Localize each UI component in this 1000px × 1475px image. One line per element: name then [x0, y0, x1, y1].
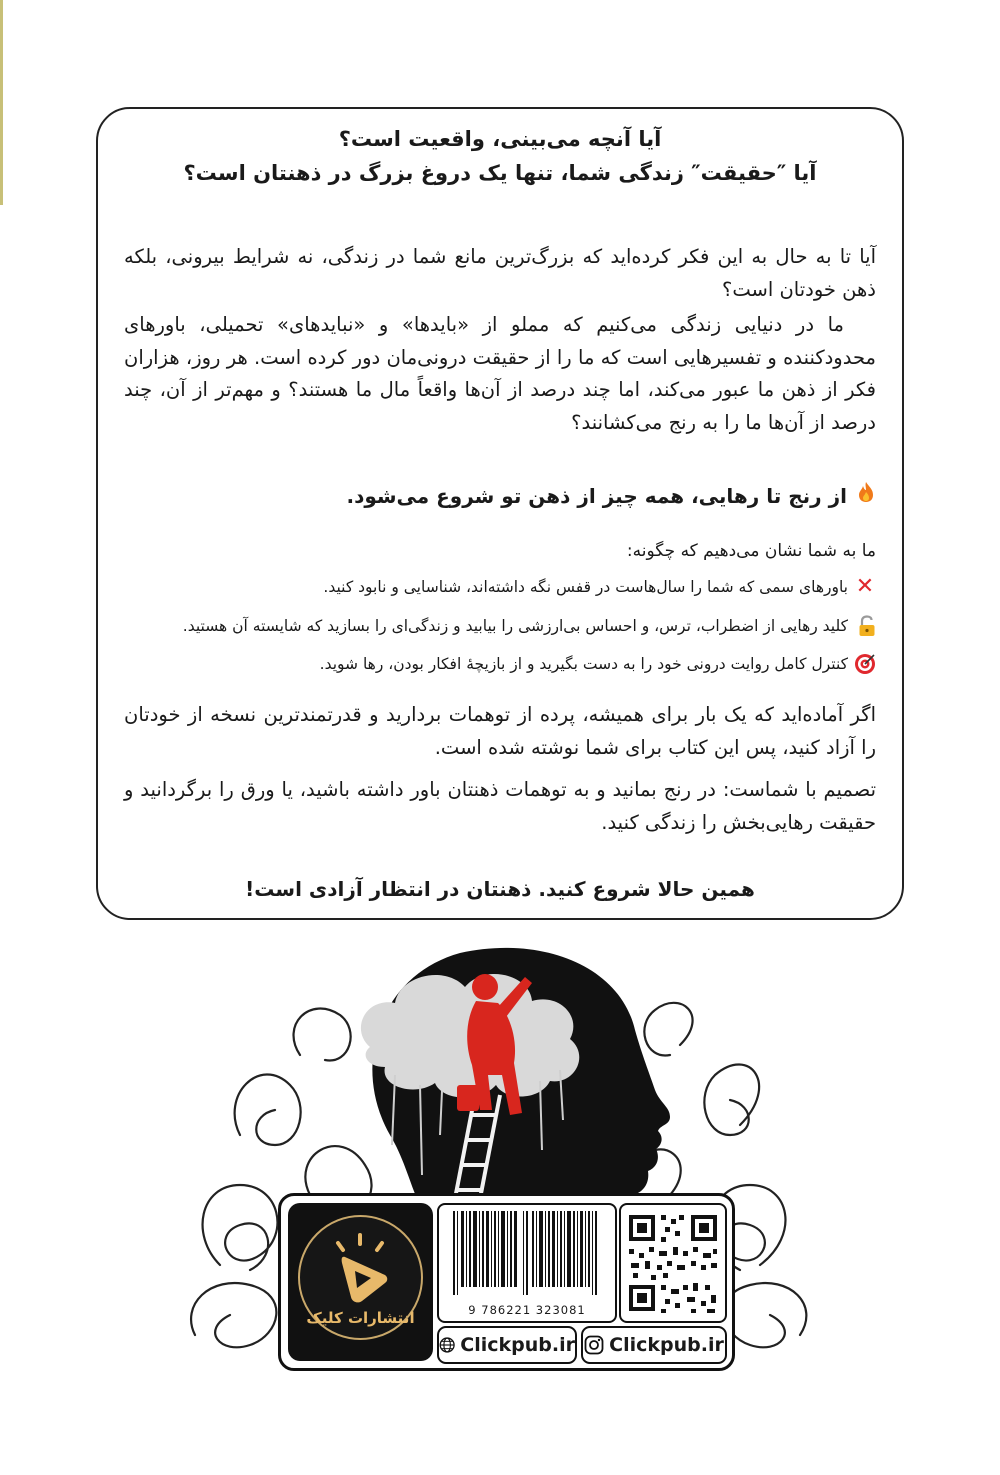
- back-cover-text-box: [96, 107, 904, 920]
- paragraph-world: ما در دنیایی زندگی می‌کنیم که مملو از «بایدها» و «نبایدهای» تحمیلی، باورهای محدودکننده و تفسیرهایی است که ما را از حقیقت درونی‌مان دور کرده است. هر روز، هزاران فکر از ذهن ما عبور می‌کند، اما چند درصد از آن‌ها واقعاً مال ما هستند؟ و مهم‌تر از آن، چند درصد از آن‌ها ما را به رنج می‌کشانند؟: [124, 313, 876, 434]
- paragraph-ready: اگر آماده‌اید که یک بار برای همیشه، پرده از توهمات بردارید و قدرتمندترین نسخه از خودتان را آزاد کنید، پس این کتاب برای شما نوشته شده است.: [124, 703, 876, 759]
- spine-edge-mark: [0, 0, 3, 205]
- bullet-text: باورهای سمی که شما را سال‌هاست در قفس نگه داشته‌اند، شناسایی و نابود کنید.: [323, 578, 848, 596]
- publisher-logo: [288, 1203, 433, 1361]
- globe-icon: [439, 1335, 455, 1355]
- closing-line: همین حالا شروع کنید. ذهنتان در انتظار آزادی است!: [245, 877, 755, 901]
- logo-circle: [298, 1215, 423, 1340]
- tagline-text: از رنج تا رهایی، همه چیز از ذهن تو شروع می‌شود.: [346, 484, 848, 508]
- bullets-intro: ما به شما نشان می‌دهیم که چگونه:: [626, 541, 876, 561]
- qr-code-icon: [621, 1205, 725, 1321]
- target-icon: [854, 653, 876, 675]
- instagram-link[interactable]: [581, 1326, 727, 1364]
- bullet-item: [124, 615, 876, 637]
- bullet-item: [124, 653, 876, 675]
- tagline: [124, 481, 876, 508]
- instagram-icon: [584, 1335, 604, 1355]
- isbn-barcode: [437, 1203, 617, 1323]
- paragraph-decision: تصمیم با شماست: در رنج بمانید و به توهمات ذهنتان باور داشته باشید، یا ورق را برگردانید و حقیقت رهایی‌بخش را زندگی کنید.: [124, 778, 876, 834]
- unlock-icon: [854, 615, 876, 637]
- brand-name: انتشارات کلیک: [306, 1309, 415, 1327]
- website-link[interactable]: [437, 1326, 577, 1364]
- qr-code[interactable]: [619, 1203, 727, 1323]
- fire-icon: [854, 481, 876, 503]
- publisher-label: [278, 1193, 735, 1371]
- isbn-number: 9 786221 323081: [468, 1303, 586, 1317]
- headline-question-2: آیا ″حقیقت″ زندگی شما، تنها یک دروغ بزرگ در ذهنتان است؟: [183, 161, 817, 185]
- x-icon: ✕: [855, 574, 875, 599]
- bullet-item: [124, 576, 876, 598]
- paragraph-intro: آیا تا به حال به این فکر کرده‌اید که بزرگ‌ترین مانع شما در زندگی، نه شرایط بیرونی، بلکه ذهن خودتان است؟: [124, 245, 876, 301]
- bullet-text: کلید رهایی از اضطراب، ترس، و احساس بی‌ارزشی را بیابید و زندگی‌ای را بسازید که شایسته آن هستید.: [182, 617, 848, 635]
- barcode-bars: [439, 1205, 615, 1305]
- headline-question-1: آیا آنچه می‌بینی، واقعیت است؟: [338, 127, 662, 151]
- instagram-text: Clickpub.ir: [609, 1334, 724, 1356]
- bullet-text: کنترل کامل روایت درونی خود را به دست بگیرید و از بازیچهٔ افکار بودن، رها شوید.: [319, 655, 848, 673]
- website-text: Clickpub.ir: [460, 1334, 575, 1356]
